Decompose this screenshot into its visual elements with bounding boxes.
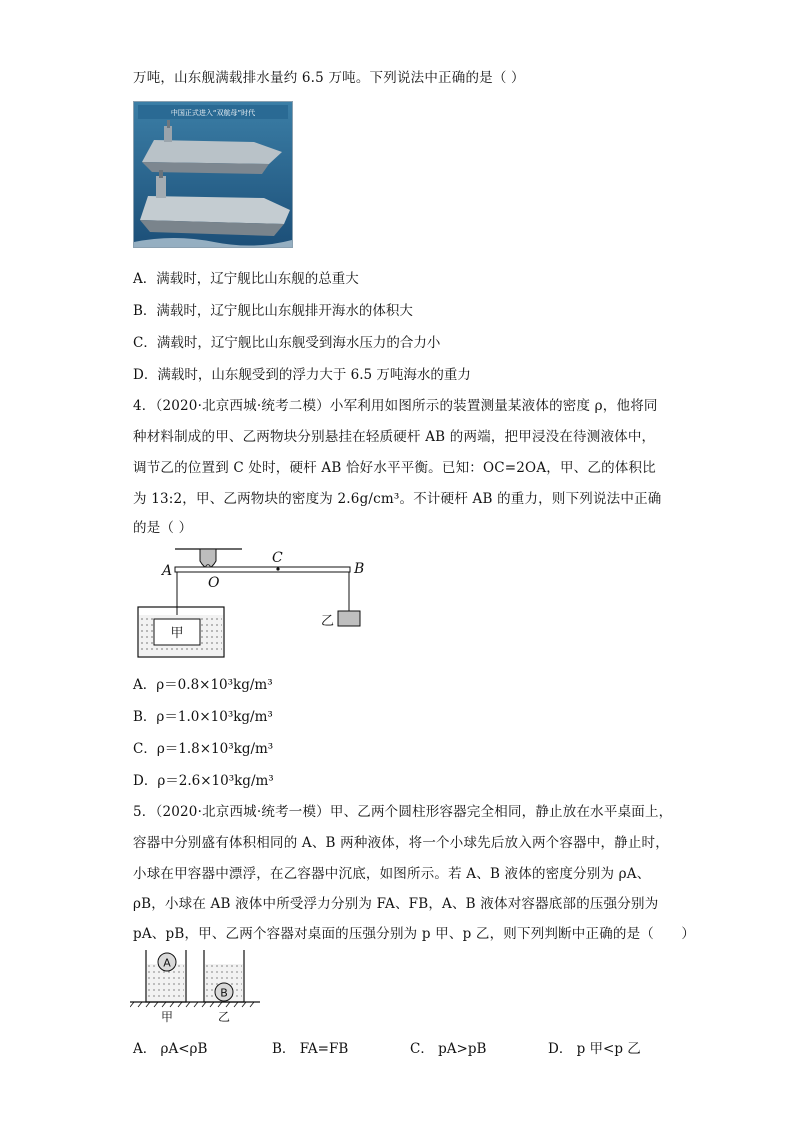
q3-option-d: D．满载时，山东舰受到的浮力大于 6.5 万吨海水的重力 [133, 367, 471, 383]
q5-line-4: ρB，小球在 AB 液体中所受浮力分别为 FA、FB，A、B 液体对容器底部的压强分别为 [133, 896, 659, 912]
q4-line-5: 的是（ ） [133, 520, 193, 536]
ball-a-label: A [163, 956, 171, 970]
q5-line-5: pA、pB，甲、乙两个容器对桌面的压强分别为 p 甲、p 乙，则下列判断中正确的是（ ） [133, 926, 696, 942]
lever-figure [130, 545, 370, 660]
q3-option-c: C．满载时，辽宁舰比山东舰受到海水压力的合力小 [133, 335, 441, 351]
q3-option-b: B．满载时，辽宁舰比山东舰排开海水的体积大 [133, 303, 413, 319]
q5-line-3: 小球在甲容器中漂浮，在乙容器中沉底，如图所示。若 A、B 液体的密度分别为 ρA、 [133, 866, 651, 882]
q5-line-2: 容器中分别盛有体积相同的 A、B 两种液体，将一个小球先后放入两个容器中，静止时， [133, 835, 669, 851]
container-jia-label: 甲 [161, 1010, 174, 1024]
label-c: C [272, 550, 283, 566]
ball-b-label: B [220, 986, 228, 1000]
carrier-photo-illustration [134, 102, 292, 247]
q5-option-a: A． ρA<ρB [133, 1041, 208, 1057]
q3-intro-line: 万吨，山东舰满载排水量约 6.5 万吨。下列说法中正确的是（ ） [133, 70, 525, 86]
q4-line-1: 4．（2020·北京西城·统考二模）小军利用如图所示的装置测量某液体的密度 ρ，他将同 [133, 398, 658, 414]
photo-caption: 中国正式进入“双航母”时代 [170, 109, 256, 117]
q4-option-a: A．ρ＝0.8×10³kg/m³ [133, 677, 273, 693]
q5-line-1: 5．（2020·北京西城·统考一模）甲、乙两个圆柱形容器完全相同，静止放在水平桌面上， [133, 804, 673, 820]
containers-figure [130, 946, 265, 1026]
label-jia: 甲 [170, 626, 184, 641]
q4-option-c: C．ρ＝1.8×10³kg/m³ [133, 741, 274, 757]
label-b: B [354, 561, 365, 577]
q5-option-b: B． FA=FB [272, 1041, 349, 1057]
q4-option-b: B．ρ＝1.0×10³kg/m³ [133, 709, 273, 725]
q5-option-d: D． p 甲<p 乙 [548, 1041, 641, 1057]
container-yi-label: 乙 [218, 1010, 231, 1024]
q3-option-a: A．满载时，辽宁舰比山东舰的总重大 [133, 271, 359, 287]
q4-line-2: 种材料制成的甲、乙两物块分别悬挂在轻质硬杆 AB 的两端，把甲浸没在待测液体中， [133, 429, 656, 445]
q5-option-c: C． pA>pB [410, 1041, 487, 1057]
q4-line-3: 调节乙的位置到 C 处时，硬杆 AB 恰好水平平衡。已知：OC=2OA，甲、乙的体积比 [133, 460, 656, 476]
q4-line-4: 为 13:2，甲、乙两物块的密度为 2.6g/cm³。不计硬杆 AB 的重力，则下列说法中正确 [133, 491, 662, 507]
label-yi: 乙 [321, 614, 335, 629]
label-a: A [162, 563, 173, 579]
aircraft-carrier-photo [133, 101, 293, 248]
label-o: O [208, 575, 220, 591]
q4-option-d: D．ρ＝2.6×10³kg/m³ [133, 773, 274, 789]
